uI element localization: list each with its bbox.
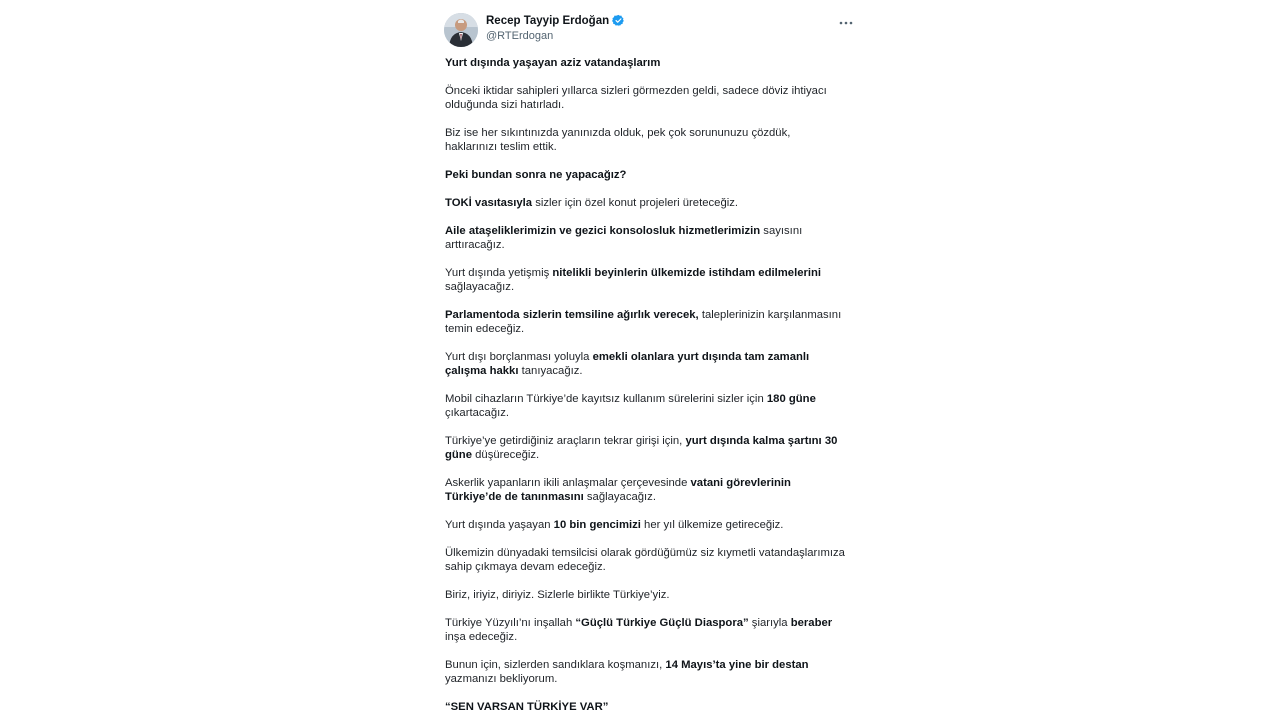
text-segment: taleplerinizin karşılanmasını temin edeceğiz. xyxy=(445,309,842,335)
bold-text: “SEN VARSAN TÜRKİYE VAR” xyxy=(445,701,609,713)
tweet-paragraph xyxy=(445,588,845,602)
tweet-paragraph xyxy=(445,616,845,644)
verified-badge-icon xyxy=(612,14,625,27)
more-options-icon[interactable] xyxy=(839,16,855,30)
tweet-paragraph xyxy=(445,434,845,462)
tweet-paragraph xyxy=(445,84,845,112)
text-segment: Askerlik yapanların ikili anlaşmalar çerçevesinde xyxy=(445,477,691,489)
text-segment: sayısını arttıracağız. xyxy=(445,225,803,251)
text-segment: sağlayacağız. xyxy=(583,491,656,503)
more-dots-icon xyxy=(839,16,853,30)
text-segment: her yıl ülkemize getireceğiz. xyxy=(640,519,784,531)
tweet-paragraph xyxy=(445,224,845,252)
text-segment: Bunun için, sizlerden sandıklara koşmanızı, xyxy=(445,659,666,671)
text-segment: Türkiye’ye getirdiğiniz araçların tekrar girişi için, xyxy=(445,435,686,447)
tweet-paragraph xyxy=(445,266,845,294)
author-name[interactable]: Recep Tayyip Erdoğan xyxy=(486,14,610,27)
tweet-paragraph xyxy=(445,56,845,70)
text-segment: Yurt dışında yetişmiş xyxy=(445,267,553,279)
bold-text: 14 Mayıs’ta yine bir destan xyxy=(665,659,809,671)
bold-text: Yurt dışında yaşayan aziz vatandaşlarım xyxy=(445,57,661,69)
tweet-paragraph xyxy=(445,518,845,532)
bold-text: 180 güne xyxy=(766,393,816,405)
bold-text: Aile ataşeliklerimizin ve gezici konsolosluk hizmetlerimizin xyxy=(445,225,761,237)
text-segment: Yurt dışı borçlanması yoluyla xyxy=(445,351,593,363)
text-segment: Biz ise her sıkıntınızda yanınızda olduk, pek çok sorununuzu çözdük, haklarınızı teslim ettik. xyxy=(445,127,791,153)
tweet-paragraph xyxy=(445,658,845,686)
tweet-text xyxy=(445,56,845,728)
avatar[interactable] xyxy=(444,13,478,47)
bold-text: beraber xyxy=(790,617,833,629)
tweet-paragraph xyxy=(445,168,845,182)
text-segment: Biriz, iriyiz, diriyiz. Sizlerle birlikte Türkiye’yiz. xyxy=(445,589,670,601)
text-segment: Ülkemizin dünyadaki temsilcisi olarak gördüğümüz siz kıymetli vatandaşlarımıza sahip çıkmaya devam edeceğiz. xyxy=(445,547,845,573)
bold-text: nitelikli beyinlerin ülkemizde istihdam edilmelerini xyxy=(552,267,822,279)
text-segment: düşüreceğiz. xyxy=(472,449,540,461)
text-segment: yazmanızı bekliyorum. xyxy=(445,673,558,685)
tweet-header xyxy=(444,13,852,49)
tweet-paragraph xyxy=(445,392,845,420)
author-handle[interactable]: @RTErdogan xyxy=(486,30,554,42)
text-segment: sağlayacağız. xyxy=(445,281,515,293)
tweet-paragraph xyxy=(445,350,845,378)
tweet-paragraph xyxy=(445,700,845,714)
bold-text: 10 bin gencimizi xyxy=(553,519,641,531)
text-segment: Önceki iktidar sahipleri yıllarca sizleri görmezden geldi, sadece döviz ihtiyacı olduğunda sizi hatırladı. xyxy=(445,85,827,111)
text-segment: çıkartacağız. xyxy=(445,407,510,419)
text-segment: Mobil cihazların Türkiye’de kayıtsız kullanım sürelerini sizler için xyxy=(445,393,767,405)
bold-text: Peki bundan sonra ne yapacağız? xyxy=(445,169,627,181)
bold-text: “Güçlü Türkiye Güçlü Diaspora” xyxy=(575,617,749,629)
text-segment: Yurt dışında yaşayan xyxy=(445,519,554,531)
author-name-row[interactable] xyxy=(486,14,625,27)
tweet-paragraph xyxy=(445,308,845,336)
text-segment: Türkiye Yüzyılı’nı inşallah xyxy=(445,617,576,629)
tweet-paragraph xyxy=(445,126,845,154)
profile-photo-icon xyxy=(444,13,478,47)
tweet-paragraph xyxy=(445,476,845,504)
bold-text: emekli olanlara yurt dışında tam zamanlı çalışma hakkı xyxy=(445,351,810,377)
text-segment: tanıyacağız. xyxy=(518,365,583,377)
text-segment: şiarıyla xyxy=(748,617,791,629)
tweet-card xyxy=(429,0,852,720)
bold-text: Parlamentoda sizlerin temsiline ağırlık verecek, xyxy=(445,309,699,321)
bold-text: yurt dışında kalma şartını 30 güne xyxy=(445,435,838,461)
bold-text: vatani görevlerinin Türkiye’de de tanınmasını xyxy=(445,477,791,503)
text-segment: inşa edeceğiz. xyxy=(445,631,518,643)
bold-text: TOKİ vasıtasıyla xyxy=(445,197,533,209)
tweet-paragraph xyxy=(445,546,845,574)
tweet-paragraph xyxy=(445,196,845,210)
text-segment: sizler için özel konut projeleri üreteceğiz. xyxy=(532,197,739,209)
